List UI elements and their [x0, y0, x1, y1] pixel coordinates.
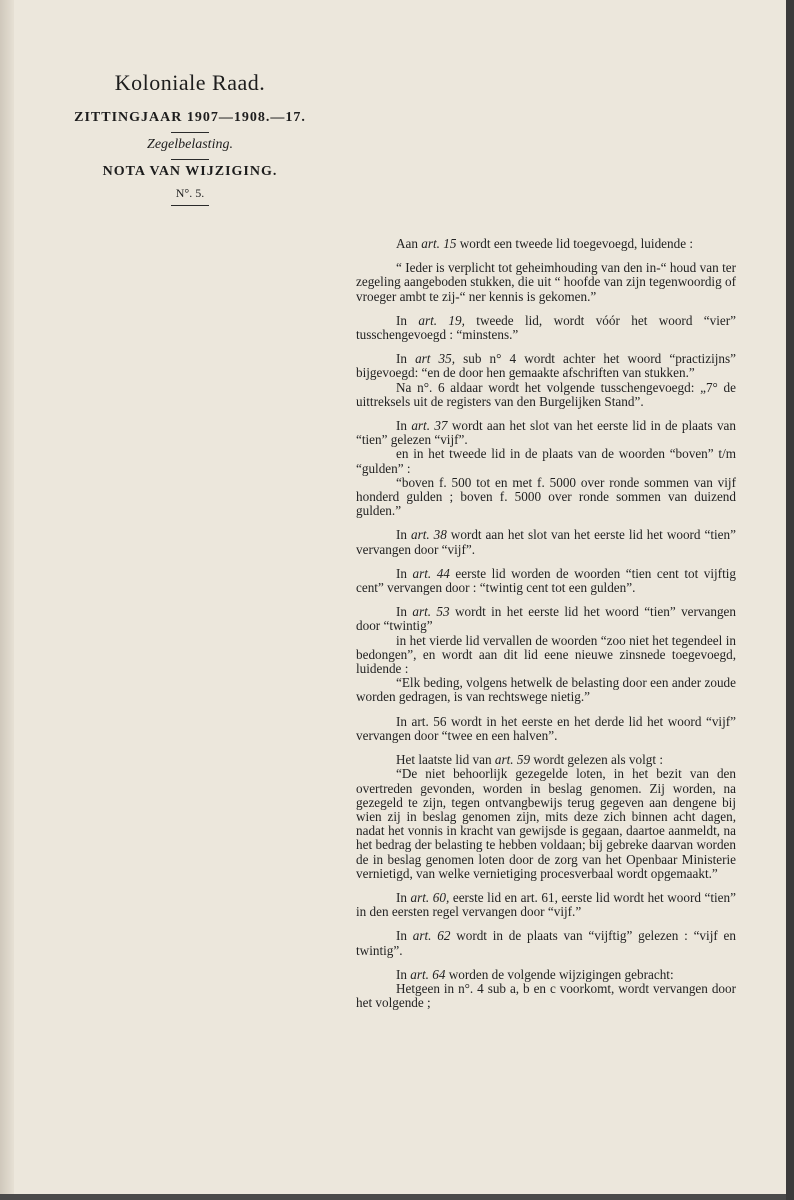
paragraph: Na n°. 6 aldaar wordt het volgende tusschengevoegd: „7° de uittreksels uit de registers van den Burgelijken Stand”.: [356, 379, 736, 409]
document-header: [40, 70, 340, 210]
header-rule: [171, 159, 209, 160]
paragraph: “Elk beding, volgens hetwelk de belasting door een ander zoude worden gedragen, is van rechtswege nietig.”: [356, 675, 736, 705]
paragraph: In art. 44 eerste lid worden de woorden “tien cent tot vijftig cent” vervangen door : “twintig cent tot een gulden”.: [356, 565, 736, 596]
paragraph: en in het tweede lid in de plaats van de woorden “boven” t/m “gulden” :: [356, 446, 736, 476]
paragraph: In art. 56 wordt in het eerste en het derde lid het woord “vijf” vervangen door “twee en een halven”.: [356, 713, 736, 743]
council-title: Koloniale Raad.: [114, 70, 266, 95]
paragraph: Aan art. 15 wordt een tweede lid toegevoegd, luidende :: [396, 236, 694, 251]
subject-title: Zegelbelasting.: [147, 137, 233, 152]
paragraph: “ Ieder is verplicht tot geheimhouding van den in-“ houd van ter zegeling aangeboden stukken, die uit “ hoofde van zijn tegenwoordig of vroeger ambt te zij-“ ner kennis is gekomen.”: [356, 260, 736, 304]
page-edge: [786, 0, 794, 1200]
paragraph: in het vierde lid vervallen de woorden “zoo niet het tegendeel in bedongen”, en wordt aan dit lid eene nieuwe zinsnede toegevoegd, luidende :: [356, 632, 736, 677]
paragraph: In art. 60, eerste lid en art. 61, eerste lid wordt het woord “tien” in den eersten regel vervangen door “vijf.”: [356, 889, 736, 920]
paragraph: In art. 38 wordt aan het slot van het eerste lid het woord “tien” vervangen door “vijf”.: [356, 527, 736, 557]
header-rule: [171, 132, 209, 133]
paragraph: “boven f. 500 tot en met f. 5000 over ronde sommen van vijf honderd gulden ; boven f. 5000 over ronde sommen van duizend gulden.”: [356, 474, 736, 519]
page-spine: [0, 0, 14, 1194]
paragraph: “De niet behoorlijk gezegelde loten, in het bezit van den overtreden gevonden, worden in beslag genomen. Zij worden, na gezegeld te zijn, tegen ontvangbewijs terug gegeven aan dengene bij wien zij in beslag genomen zijn, mits deze zich binnen acht dagen, nadat het vonnis in kracht van gewijsde is gegaan, daartoe aanmeldt, na het bedrag der belasting te hebben voldaan; bij gebreke daarvan worden de in beslag genomen loten door de zorg van het Openbaar Ministerie vernietigd, van welke vernietiging procesverbaal wordt opgemaakt.”: [356, 766, 736, 881]
paragraph: Hetgeen in n°. 4 sub a, b en c voorkomt, wordt vervangen door het volgende ;: [356, 980, 736, 1011]
paragraph: In art. 53 wordt in het eerste lid het woord “tien” vervangen door “twintig”: [356, 604, 736, 634]
paragraph: In art. 62 wordt in de plaats van “vijftig” gelezen : “vijf en twintig”.: [356, 928, 736, 958]
paragraph: In art 35, sub n° 4 wordt achter het woord “practizijns” bijgevoegd: “en de door hen gemaakte afschriften van stukken.”: [356, 351, 736, 381]
session-year: ZITTINGJAAR 1907—1908.—17.: [74, 110, 306, 125]
header-rule: [171, 205, 209, 206]
paragraph: Het laatste lid van art. 59 wordt gelezen als volgt :: [396, 752, 663, 768]
amendments-body: [356, 237, 736, 1020]
document-number: N°. 5.: [175, 186, 205, 200]
paragraph: In art. 64 worden de volgende wijzigingen gebracht:: [396, 966, 674, 982]
nota-title: NOTA VAN WIJZIGING.: [102, 164, 278, 179]
paragraph: In art. 37 wordt aan het slot van het eerste lid in de plaats van “tien” gelezen “vijf”.: [356, 418, 736, 448]
paragraph: In art. 19, tweede lid, wordt vóór het woord “vier” tusschengevoegd : “minstens.”: [356, 312, 736, 343]
